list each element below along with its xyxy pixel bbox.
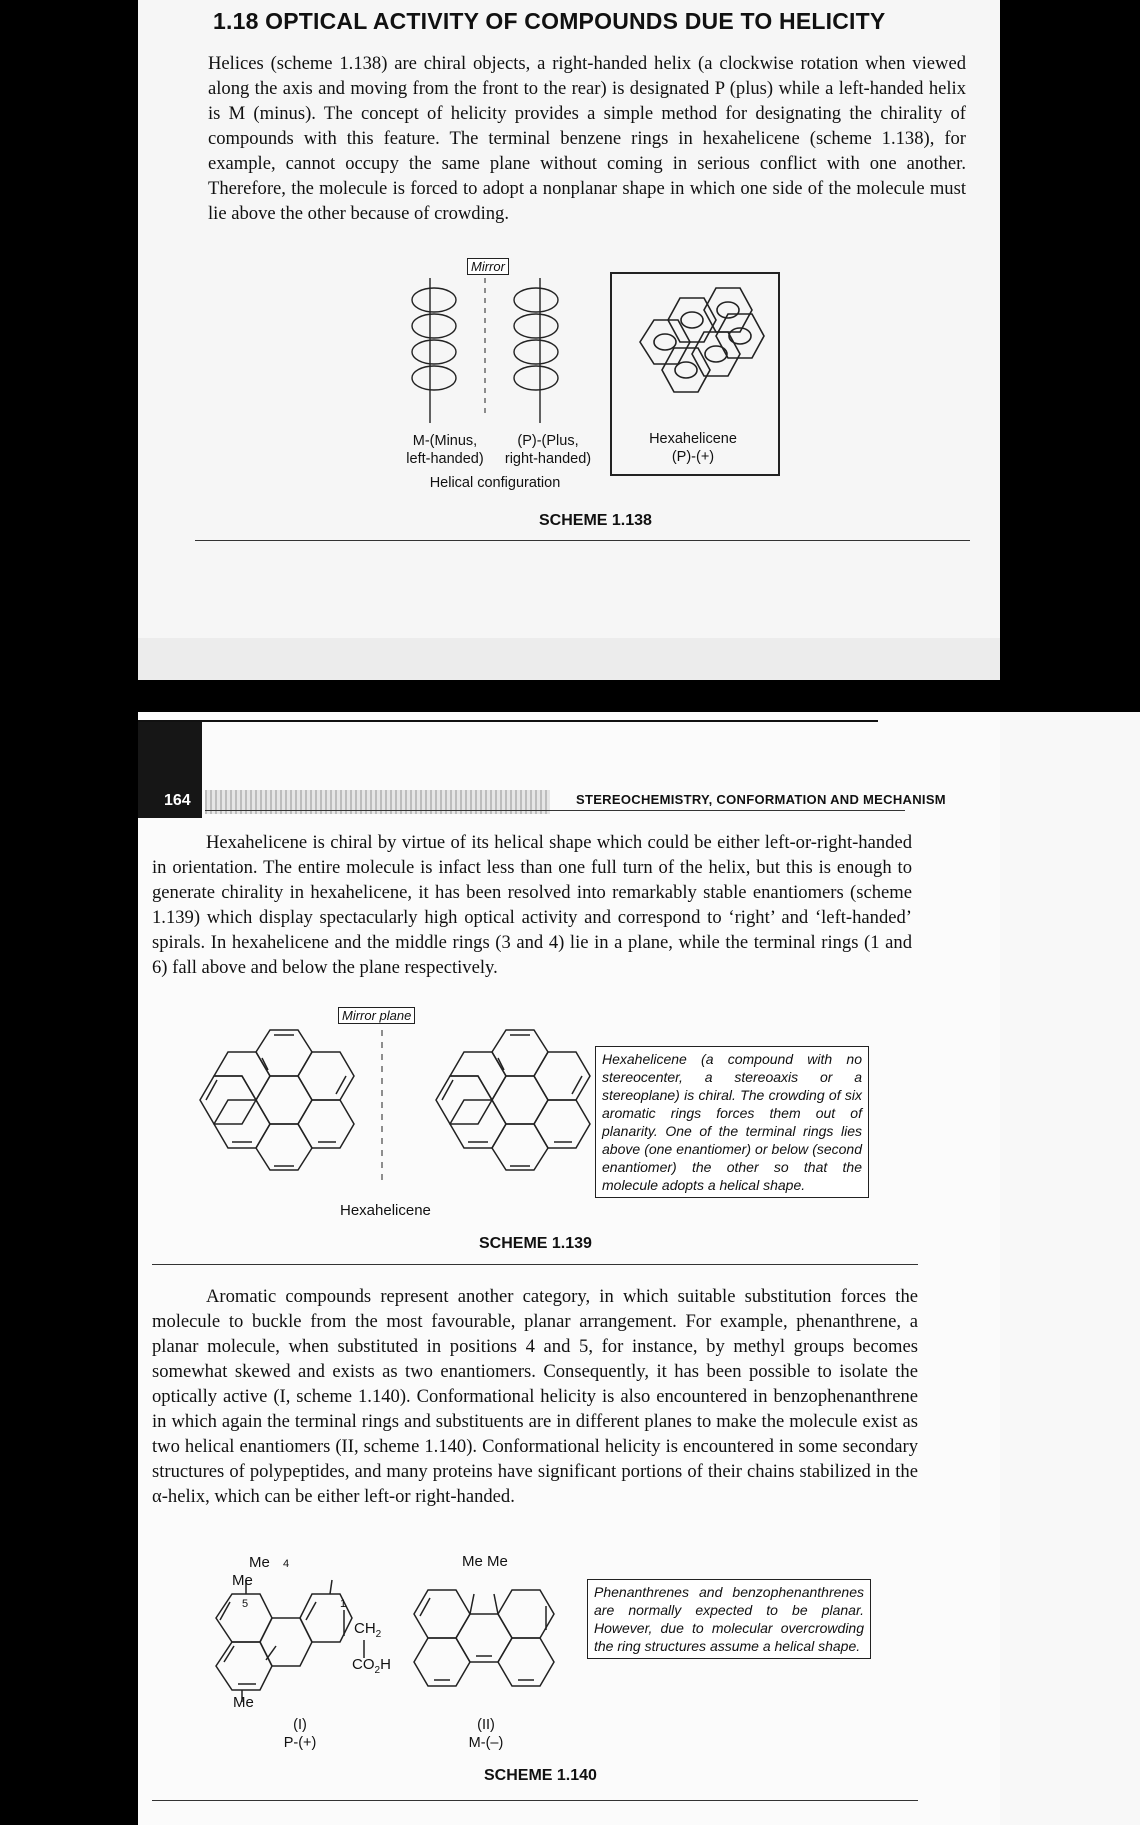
- position-5-label: 5: [242, 1598, 249, 1610]
- ch2-text: CH: [354, 1620, 376, 1637]
- methyl-label: Me: [232, 1572, 253, 1589]
- section-title: 1.18 OPTICAL ACTIVITY OF COMPOUNDS DUE TO HELICITY: [213, 8, 886, 34]
- methyl-label: Me: [233, 1694, 254, 1711]
- right-helix-label: [500, 432, 596, 468]
- intro-paragraph: Helices (scheme 1.138) are chiral objects, a right-handed helix (a clockwise rotation when viewed along the axis and moving from the front to the rear) is designated P (plus) while a left-handed helix is M (minus). The concept of helicity provides a simple method for designating the chirality of compounds with this feature. The terminal benzene rings in hexahelicene (scheme 1.138), for example, cannot occupy the same plane without coming in serious conflict with one another. Therefore, the molecule is forced to adopt a nonplanar shape in which one side of the molecule must lie above the other because of crowding.: [208, 53, 966, 224]
- header-top-rule: [138, 720, 878, 722]
- compound-II-configuration: M-(–): [468, 1735, 504, 1751]
- left-helix-label: [400, 432, 490, 468]
- hexahelicene-box-label-line1: Hexahelicene: [649, 431, 737, 447]
- position-1-label: 1: [340, 1598, 347, 1610]
- divider: [152, 1800, 918, 1801]
- right-helix-label-line1: (P)-(Plus,: [517, 433, 579, 449]
- scheme-1-140-note: Phenanthrenes and benzophenanthrenes are normally expected to be planar. However, due to molecular overcrowding the ring structures assume a helical shape.: [587, 1579, 871, 1659]
- co2h-text-b: H: [380, 1656, 391, 1673]
- page-gap: [138, 638, 1000, 680]
- co2h-text-a: CO: [352, 1656, 375, 1673]
- header-rule: [205, 810, 905, 811]
- compound-II-label: [456, 1716, 516, 1752]
- hexahelicene-paragraph: Hexahelicene is chiral by virtue of its helical shape which could be either left-or-right-handed in orientation. The entire molecule is infact less than one full turn of the helix, but this is enough to generate chirality in hexahelicene, it has been resolved into remarkably stable enantiomers (scheme 1.139) which display spectacularly high optical activity and correspond to ‘right’ and ‘left-handed’ spirals. In hexahelicene and the middle rings (3 and 4) lie in a plane, while the terminal rings (1 and 6) fall above and below the plane respectively.: [152, 832, 912, 978]
- scheme-1-139-title: SCHEME 1.139: [479, 1235, 592, 1252]
- compound-II-id: (II): [477, 1717, 495, 1733]
- compound-I-structure: [212, 1580, 352, 1700]
- left-helix-label-line1: M-(Minus,: [412, 433, 478, 449]
- adjacent-page-edge: [1000, 712, 1140, 1825]
- scheme-1-138-title: SCHEME 1.138: [539, 512, 652, 529]
- scheme-1-139-note: Hexahelicene (a compound with no stereocenter, a stereoaxis or a stereoplane) is chiral. The crowding of six aromatic rings forces them out of planarity. One of the terminal rings lies above (one enantiomer) or below (second enantiomer) the other so that the molecule adopts a helical shape.: [595, 1046, 869, 1198]
- page-number: 164: [164, 792, 191, 809]
- divider: [152, 1264, 918, 1265]
- right-helix-label-line2: right-handed): [504, 451, 592, 467]
- hexahelicene-structure: [618, 280, 768, 405]
- compound-I-id: (I): [293, 1717, 307, 1733]
- position-4-label: 4: [283, 1558, 290, 1570]
- hexahelicene-label: Hexahelicene: [340, 1202, 431, 1219]
- helix-diagram: [400, 278, 580, 428]
- left-helix-label-line2: left-handed): [406, 451, 484, 467]
- mirror-plane-label: Mirror plane: [338, 1007, 415, 1024]
- hexahelicene-enantiomer-right: [426, 1030, 601, 1190]
- co2h-subscript: 2: [374, 1665, 381, 1676]
- mirror-plane-line: [380, 1030, 384, 1180]
- compound-I-configuration: P-(+): [283, 1735, 317, 1751]
- methyl-label: Me: [249, 1554, 270, 1571]
- hexahelicene-enantiomer-left: [190, 1030, 365, 1190]
- ch2-label: [354, 1620, 381, 1640]
- helical-config-label: Helical configuration: [429, 475, 561, 491]
- co2h-label: [352, 1656, 391, 1676]
- aromatic-paragraph: Aromatic compounds represent another category, in which suitable substitution forces the molecule to buckle from the most favourable, planar arrangement. For example, phenanthrene, a planar molecule, when substituted in positions 4 and 5, for instance, by methyl groups becomes somewhat skewed and exists as two enantiomers. Consequently, it has been possible to isolate the optically active (I, scheme 1.140). Conformational helicity is also encountered in benzophenanthrene in which again the terminal rings and substituents are in different planes to make the molecule exist as two helical enantiomers (II, scheme 1.140). Conformational helicity is encountered in some secondary structures of polypeptides, and many proteins have significant portions of their chains stabilized in the α-helix, which can be either left-or right-handed.: [152, 1286, 918, 1507]
- ch2-subscript: 2: [375, 1629, 382, 1640]
- mirror-label: Mirror: [467, 258, 509, 275]
- scheme-1-140-title: SCHEME 1.140: [484, 1767, 597, 1784]
- running-head: STEREOCHEMISTRY, CONFORMATION AND MECHANISM: [576, 792, 946, 807]
- hexahelicene-box-label-line2: (P)-(+): [671, 449, 715, 465]
- hexahelicene-box-label: [614, 430, 772, 466]
- dimethyl-label: Me Me: [462, 1553, 508, 1570]
- compound-II-structure: [410, 1574, 560, 1694]
- divider: [195, 540, 970, 541]
- compound-I-label: [270, 1716, 330, 1752]
